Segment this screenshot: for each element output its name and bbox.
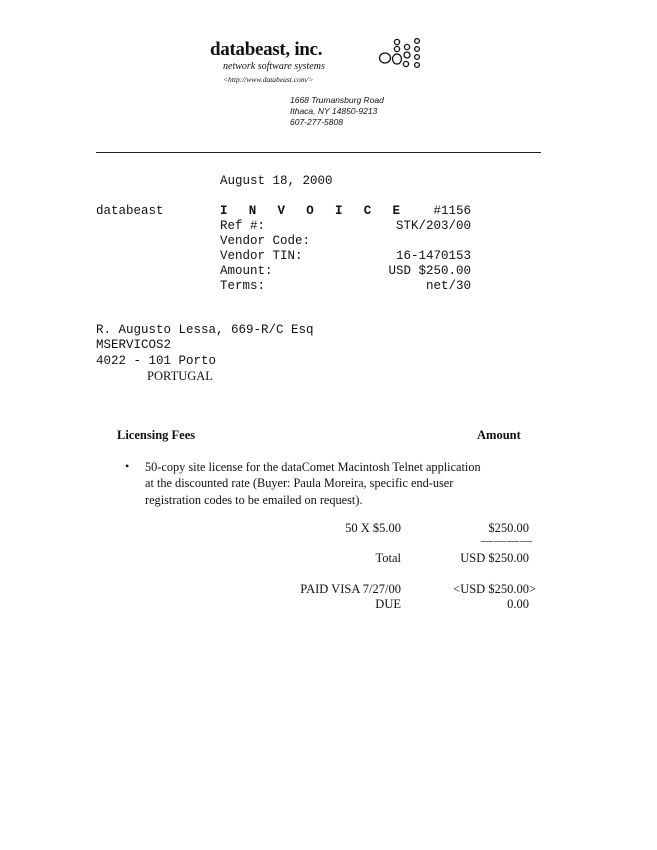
company-address — [290, 95, 384, 128]
vendor-code-label: Vendor Code: — [220, 234, 311, 248]
bullet-icon: • — [125, 459, 130, 473]
databeast-logo-icon — [378, 38, 424, 70]
invoice-number: #1156 — [433, 204, 471, 218]
company-url: <http://www.databeast.com/> — [223, 75, 314, 84]
sum-divider: ———— — [481, 533, 533, 547]
due-label: DUE — [375, 597, 401, 611]
header-divider — [96, 152, 541, 153]
paid-label: PAID VISA 7/27/00 — [300, 582, 401, 596]
vendor-tin-label: Vendor TIN: — [220, 249, 303, 263]
total-value: USD $250.00 — [460, 551, 529, 565]
recipient-line: MSERVICOS2 — [96, 338, 172, 353]
phone-number: 607-277-5808 — [290, 117, 343, 127]
invoice-date: August 18, 2000 — [220, 174, 333, 188]
recipient-city: 4022 - 101 Porto — [96, 353, 217, 368]
licensing-fees-heading: Licensing Fees — [117, 428, 196, 442]
ref-value: STK/203/00 — [395, 219, 471, 233]
ref-label: Ref #: — [220, 219, 266, 233]
company-tagline: network software systems — [223, 61, 325, 72]
amount-label: Amount: — [220, 264, 273, 278]
vendor-tin-value: 16-1470153 — [395, 249, 471, 263]
total-label: Total — [375, 551, 401, 565]
due-value: 0.00 — [507, 597, 529, 611]
line-quantity: 50 X $5.00 — [345, 521, 401, 535]
item-description: 50-copy site license for the dataComet Macintosh Telnet application at the discounted rate (Buyer: Paula Moreira, specific end-user registration codes to be emailed on request). — [145, 460, 481, 507]
address-line: Ithaca, NY 14850-9213 — [290, 106, 378, 116]
line-amount: $250.00 — [488, 521, 529, 535]
paid-value: <USD $250.00> — [453, 582, 536, 596]
recipient-name: R. Augusto Lessa, 669-R/C Esq — [96, 323, 314, 337]
address-line: 1668 Trumansburg Road — [290, 95, 384, 105]
company-name: databeast, inc. — [210, 39, 323, 60]
sender-name: databeast — [96, 204, 164, 218]
amount-value: USD $250.00 — [388, 264, 471, 278]
invoice-title: I N V O I C E — [220, 204, 407, 218]
amount-heading: Amount — [477, 428, 521, 442]
terms-label: Terms: — [220, 279, 266, 293]
recipient-country: PORTUGAL — [147, 368, 213, 383]
terms-value: net/30 — [425, 279, 471, 293]
recipient-address — [96, 323, 314, 384]
